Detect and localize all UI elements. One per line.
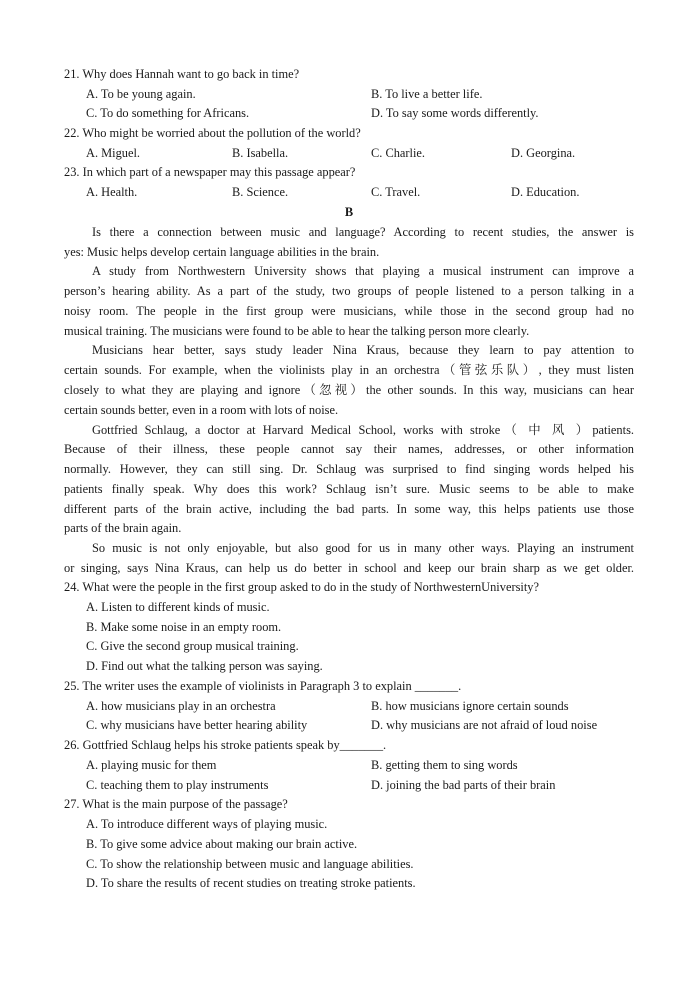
passage-line: Is there a connection between music and language? According to recent studies, the answer is — [92, 225, 634, 239]
question-22: 22. Who might be worried about the pollution of the world? — [64, 126, 361, 140]
q23-option-d: D. Education. — [511, 185, 580, 199]
question-25: 25. The writer uses the example of violinists in Paragraph 3 to explain _______. — [64, 679, 462, 693]
section-label: B — [344, 205, 354, 219]
q24-option-b: B. Make some noise in an empty room. — [86, 620, 282, 634]
q26-option-b: B. getting them to sing words — [371, 758, 518, 772]
passage-line: yes: Music helps develop certain language abilities in the brain. — [64, 245, 380, 259]
passage-line: normally. However, they can still sing. Dr. Schlaug was surprised to find singing words helped his — [64, 462, 634, 476]
q26-option-c: C. teaching them to play instruments — [86, 778, 269, 792]
passage-line: or singing, says Nina Kraus, can help us do better in school and keep our brain sharp as we get older. — [64, 561, 634, 575]
q24-option-a: A. Listen to different kinds of music. — [86, 600, 270, 614]
passage-line: Because of their illness, these people cannot say their names, addresses, or other information — [64, 442, 634, 456]
question-24: 24. What were the people in the first group asked to do in the study of NorthwesternUniversity? — [64, 580, 539, 594]
q26-option-d: D. joining the bad parts of their brain — [371, 778, 556, 792]
question-27: 27. What is the main purpose of the passage? — [64, 797, 288, 811]
q27-option-c: C. To show the relationship between music and language abilities. — [86, 857, 414, 871]
q23-option-a: A. Health. — [86, 185, 138, 199]
q21-option-b: B. To live a better life. — [371, 87, 483, 101]
q24-option-c: C. Give the second group musical training. — [86, 639, 299, 653]
passage-line: Gottfried Schlaug, a doctor at Harvard Medical School, works with stroke（ 中 风 ）patients. — [92, 423, 634, 437]
passage-line: noisy room. The people in the first group were musicians, while those in the second group had no — [64, 304, 634, 318]
passage-line: A study from Northwestern University shows that playing a musical instrument can improve a — [92, 264, 634, 278]
q27-option-d: D. To share the results of recent studies on treating stroke patients. — [86, 876, 416, 890]
q22-option-a: A. Miguel. — [86, 146, 141, 160]
question-26: 26. Gottfried Schlaug helps his stroke patients speak by_______. — [64, 738, 387, 752]
q24-option-d: D. Find out what the talking person was saying. — [86, 659, 323, 673]
q21-option-a: A. To be young again. — [86, 87, 196, 101]
passage-line: parts of the brain again. — [64, 521, 182, 535]
passage-line: certain sounds better, even in a room with lots of noise. — [64, 403, 339, 417]
q27-option-b: B. To give some advice about making our brain active. — [86, 837, 358, 851]
passage-line: Musicians hear better, says study leader Nina Kraus, because they learn to pay attention to — [92, 343, 634, 357]
q27-option-a: A. To introduce different ways of playing music. — [86, 817, 328, 831]
q25-option-d: D. why musicians are not afraid of loud noise — [371, 718, 598, 732]
q22-option-b: B. Isabella. — [232, 146, 289, 160]
q21-option-c: C. To do something for Africans. — [86, 106, 250, 120]
q23-option-b: B. Science. — [232, 185, 289, 199]
passage-line: closely to what they are playing and ignore（忽视）the other sounds. In this way, musicians can hear — [64, 383, 634, 397]
passage-line: person’s hearing ability. As a part of the study, two groups of people listened to a person talking in a — [64, 284, 634, 298]
q25-option-c: C. why musicians have better hearing ability — [86, 718, 308, 732]
q22-option-d: D. Georgina. — [511, 146, 576, 160]
question-21: 21. Why does Hannah want to go back in time? — [64, 67, 300, 81]
q26-option-a: A. playing music for them — [86, 758, 217, 772]
q21-option-d: D. To say some words differently. — [371, 106, 539, 120]
passage-line: different parts of the brain active, including the bad parts. In some way, this helps patients use those — [64, 502, 634, 516]
passage-line: musical training. The musicians were found to be able to hear the talking person more clearly. — [64, 324, 530, 338]
q25-option-a: A. how musicians play in an orchestra — [86, 699, 276, 713]
passage-line: certain sounds. For example, when the violinists play in an orchestra（管弦乐队）, they must listen — [64, 363, 634, 377]
q23-option-c: C. Travel. — [371, 185, 421, 199]
passage-line: So music is not only enjoyable, but also good for us in many other ways. Playing an instrument — [92, 541, 634, 555]
passage-line: patients finally speak. Why does this work? Schlaug isn’t sure. Music seems to be able to make — [64, 482, 634, 496]
q25-option-b: B. how musicians ignore certain sounds — [371, 699, 569, 713]
question-23: 23. In which part of a newspaper may this passage appear? — [64, 165, 356, 179]
q22-option-c: C. Charlie. — [371, 146, 426, 160]
